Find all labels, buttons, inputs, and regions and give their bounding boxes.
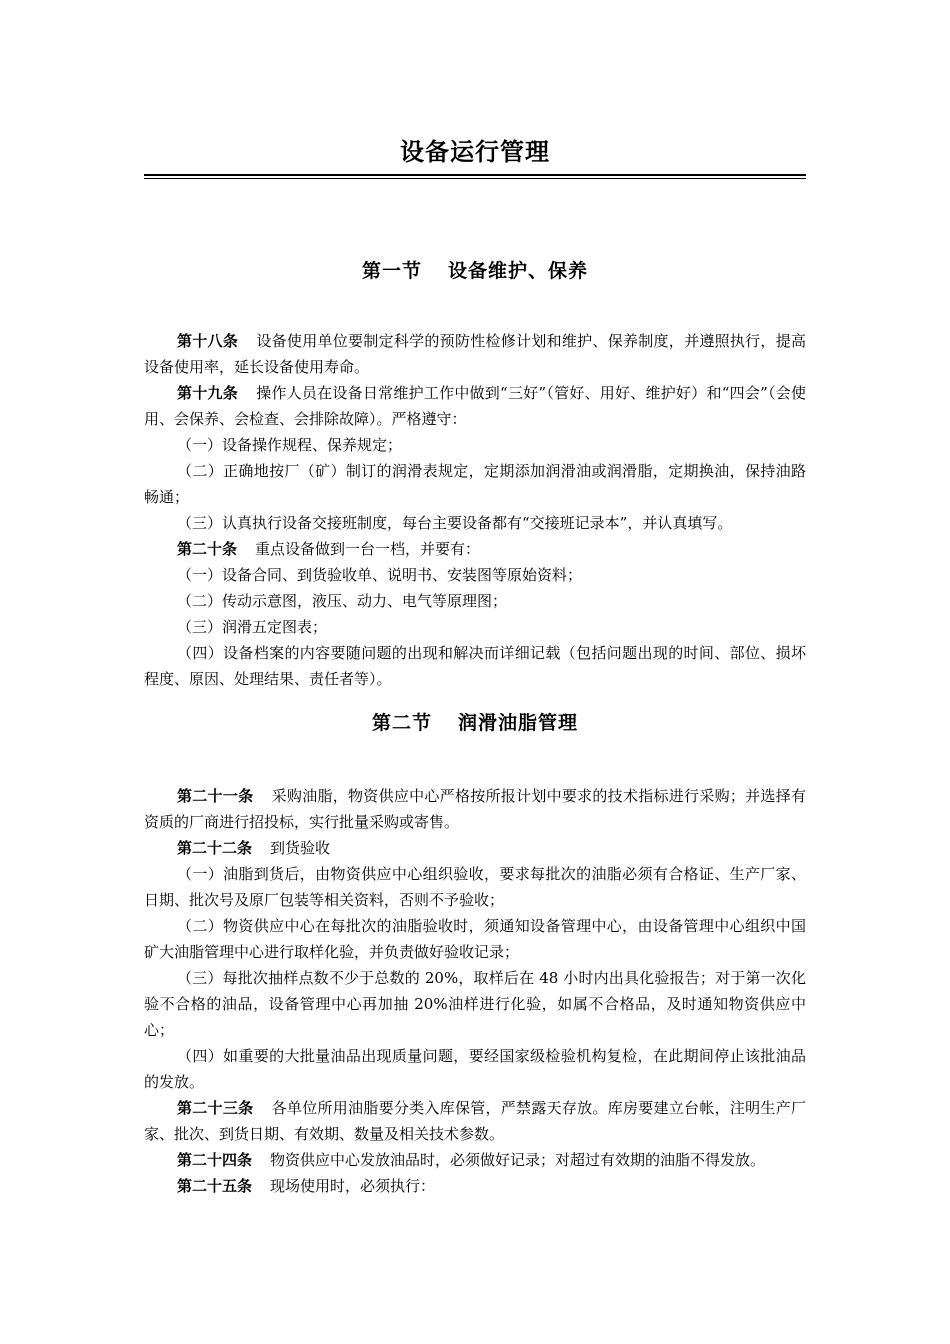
paragraph-text: （三）润滑五定图表； [177,618,328,636]
article-number: 第十九条 [177,384,238,402]
section-2-body [144,783,806,1199]
article-paragraph [144,328,806,380]
paragraph-text: （一）设备合同、到货验收单、说明书、安装图等原始资料； [177,566,583,584]
list-item-paragraph [144,510,806,536]
paragraph-text: 现场使用时，必须执行： [270,1177,436,1195]
document-title: 设备运行管理 [400,137,550,166]
article-number: 第二十四条 [177,1151,253,1169]
section-2-label: 第二节 [371,712,432,734]
paragraph-text: 物资供应中心发放油品时，必须做好记录；对超过有效期的油脂不得发放。 [270,1151,766,1169]
article-number: 第二十一条 [177,787,254,805]
title-rule-thin [144,178,806,179]
article-paragraph [144,1095,806,1147]
section-2-heading [0,708,950,735]
section-2-name: 润滑油脂管理 [458,712,579,734]
title-rule-thick [144,174,806,176]
article-number: 第二十三条 [177,1099,254,1117]
list-item-paragraph [144,432,806,458]
paragraph-text: （三）每批次抽样点数不少于总数的 20%，取样后在 48 小时内出具化验报告；对于第一次化验不合格的油品，设备管理中心再加抽 20%油样进行化验，如属不合格品，及时通知物资供应中心； [144,969,806,1039]
paragraph-text: （三）认真执行设备交接班制度，每台主要设备都有“交接班记录本”，并认真填写。 [177,514,733,532]
list-item-paragraph [144,965,806,1043]
paragraph-text: （二）物资供应中心在每批次的油脂验收时，须通知设备管理中心，由设备管理中心组织中国矿大油脂管理中心进行取样化验，并负责做好验收记录； [144,917,806,961]
article-paragraph [144,1147,806,1173]
paragraph-text: 重点设备做到一台一档，并要有： [255,540,481,558]
section-1-label: 第一节 [361,260,422,282]
section-1-name: 设备维护、保养 [448,260,589,282]
paragraph-text: 到货验收 [270,839,331,857]
article-paragraph [144,783,806,835]
paragraph-text: （四）如重要的大批量油品出现质量问题，要经国家级检验机构复检，在此期间停止该批油品的发放。 [144,1047,806,1091]
list-item-paragraph [144,913,806,965]
paragraph-text: 操作人员在设备日常维护工作中做到“三好”（管好、用好、维护好）和“四会”（会使用、会保养、会检查、会排除故障）。严格遵守： [144,384,806,428]
list-item-paragraph [144,614,806,640]
article-number: 第二十条 [177,540,238,558]
paragraph-text: （二）传动示意图，液压、动力、电气等原理图； [177,592,508,610]
section-1-heading [0,256,950,283]
paragraph-text: （一）油脂到货后，由物资供应中心组织验收，要求每批次的油脂必须有合格证、生产厂家、日期、批次号及原厂包装等相关资料，否则不予验收； [144,865,806,909]
paragraph-text: （四）设备档案的内容要随问题的出现和解决而详细记载（包括问题出现的时间、部位、损坏程度、原因、处理结果、责任者等）。 [144,644,806,688]
list-item-paragraph [144,861,806,913]
list-item-paragraph [144,562,806,588]
article-paragraph [144,380,806,432]
article-number: 第二十二条 [177,839,253,857]
paragraph-text: 设备使用单位要制定科学的预防性检修计划和维护、保养制度，并遵照执行，提高设备使用率，延长设备使用寿命。 [144,332,806,376]
article-paragraph [144,1173,806,1199]
paragraph-text: （一）设备操作规程、保养规定； [177,436,403,454]
section-1-body [144,328,806,692]
paragraph-text: （二）正确地按厂（矿）制订的润滑表规定，定期添加润滑油或润滑脂，定期换油，保持油路畅通； [144,462,806,506]
article-paragraph [144,536,806,562]
article-paragraph [144,835,806,861]
article-number: 第十八条 [177,332,239,350]
paragraph-text: 各单位所用油脂要分类入库保管，严禁露天存放。库房要建立台帐，注明生产厂家、批次、到货日期、有效期、数量及相关技术参数。 [144,1099,806,1143]
list-item-paragraph [144,588,806,614]
paragraph-text: 采购油脂，物资供应中心严格按所报计划中要求的技术指标进行采购；并选择有资质的厂商进行招投标，实行批量采购或寄售。 [144,787,806,831]
list-item-paragraph [144,640,806,692]
article-number: 第二十五条 [177,1177,253,1195]
list-item-paragraph [144,458,806,510]
list-item-paragraph [144,1043,806,1095]
